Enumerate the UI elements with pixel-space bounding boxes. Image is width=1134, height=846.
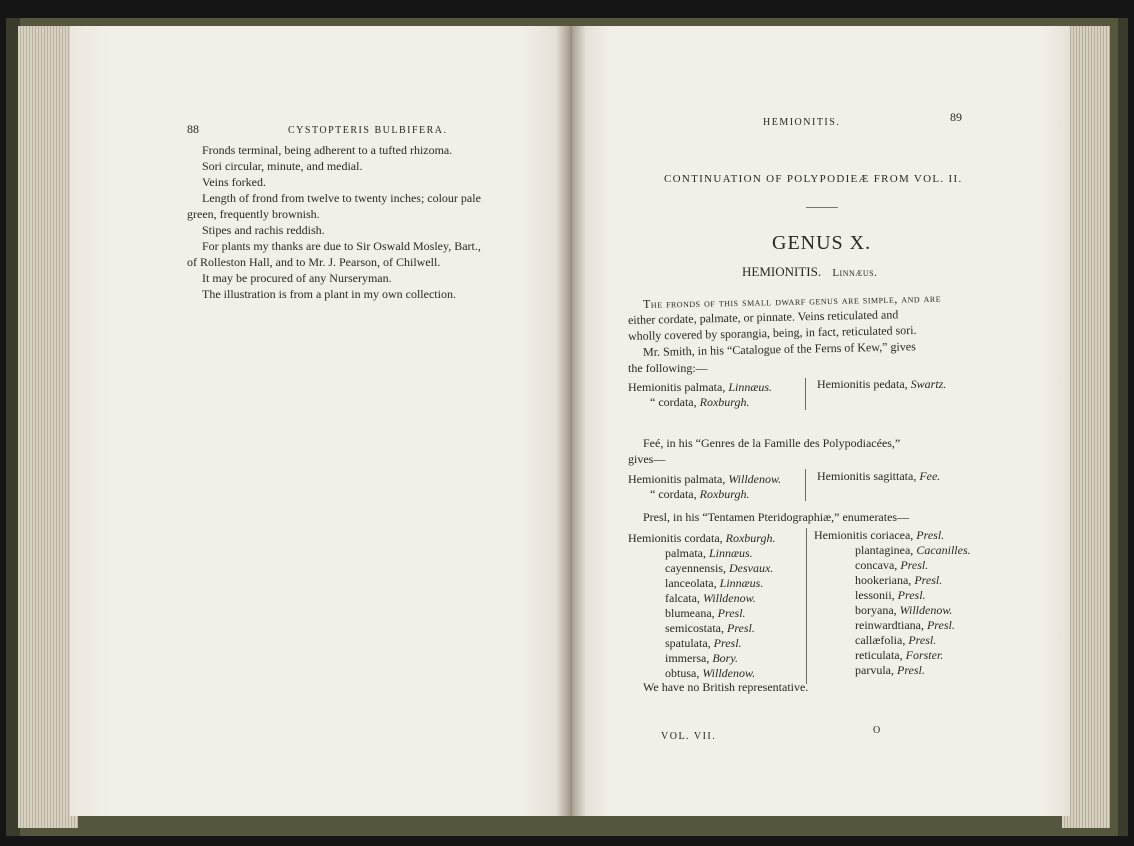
presl-left-9: immersa, Bory. <box>665 651 738 665</box>
smith-right-1: Hemionitis pedata, Swartz. <box>817 377 947 391</box>
genus-author: Linnæus. <box>832 267 878 279</box>
genus-title <box>742 265 877 280</box>
presl-left-4: lanceolata, Linnæus. <box>665 576 764 590</box>
presl-left-8: spatulata, Presl. <box>665 636 742 650</box>
presl-left-7: semicostata, Presl. <box>665 621 755 635</box>
presl-line: Presl, in his “Tentamen Pteridographiæ,” enumerates— <box>643 510 910 524</box>
fee-right-1: Hemionitis sagittata, Fee. <box>817 469 941 483</box>
right-page-number: 89 <box>950 110 962 124</box>
presl-right-8: callæfolia, Presl. <box>855 633 937 647</box>
footer-volume: VOL. VII. <box>661 731 717 742</box>
left-line-10: The illustration is from a plant in my own collection. <box>202 287 456 301</box>
right-running-head: HEMIONITIS. <box>763 117 841 128</box>
genus-heading: GENUS X. <box>772 232 872 254</box>
right-page <box>570 26 1070 816</box>
left-running-head: CYSTOPTERIS BULBIFERA. <box>288 125 448 136</box>
presl-right-10: parvula, Presl. <box>855 663 925 677</box>
genus-name: HEMIONITIS. <box>742 264 822 279</box>
footer-signature: O <box>873 725 881 736</box>
smith-left-1: Hemionitis palmata, Linnæus. <box>628 380 772 394</box>
fee-left-2: “ cordata, Roxburgh. <box>650 487 750 501</box>
presl-right-2: plantaginea, Cacanilles. <box>855 543 971 557</box>
left-line-1: Fronds terminal, being adherent to a tufted rhizoma. <box>202 143 453 157</box>
presl-right-3: concava, Presl. <box>855 558 929 572</box>
presl-left-2: palmata, Linnæus. <box>665 546 753 560</box>
left-page-number: 88 <box>187 122 199 136</box>
fee-left-1: Hemionitis palmata, Willdenow. <box>628 472 782 486</box>
section-rule <box>806 207 838 208</box>
intro-line-3: wholly covered by sporangia, being, in fact, reticulated sori. <box>627 322 917 343</box>
left-line-8: of Rolleston Hall, and to Mr. J. Pearson, of Chilwell. <box>187 255 441 269</box>
presl-left-5: falcata, Willdenow. <box>665 591 756 605</box>
fee-divider <box>805 469 806 501</box>
continuation-heading: CONTINUATION OF POLYPODIEÆ FROM VOL. II. <box>664 173 963 185</box>
left-line-7: For plants my thanks are due to Sir Oswald Mosley, Bart., <box>202 239 481 253</box>
left-line-5: green, frequently brownish. <box>187 207 320 221</box>
left-page <box>70 26 570 816</box>
smith-left-2: “ cordata, Roxburgh. <box>650 395 750 409</box>
presl-left-10: obtusa, Willdenow. <box>665 666 756 680</box>
left-line-9: It may be procured of any Nurseryman. <box>202 271 392 285</box>
fee-line-2: gives— <box>628 452 666 466</box>
closing-line: We have no British representative. <box>643 680 809 694</box>
intro-line-5: the following:— <box>628 361 708 375</box>
presl-left-6: blumeana, Presl. <box>665 606 746 620</box>
left-line-6: Stipes and rachis reddish. <box>202 223 325 237</box>
intro-line-4: Mr. Smith, in his “Catalogue of the Ferns of Kew,” gives <box>642 339 916 359</box>
presl-right-1: Hemionitis coriacea, Presl. <box>814 528 945 542</box>
intro-line-1: The fronds of this small dwarf genus are simple, and are <box>642 290 942 311</box>
presl-left-1: Hemionitis cordata, Roxburgh. <box>628 531 776 545</box>
presl-right-6: boryana, Willdenow. <box>855 603 953 617</box>
presl-right-4: hookeriana, Presl. <box>855 573 943 587</box>
smith-divider <box>805 378 806 410</box>
fee-line-1: Feé, in his “Genres de la Famille des Polypodiacées,” <box>643 436 901 450</box>
book-gutter <box>556 26 586 816</box>
presl-right-9: reticulata, Forster. <box>855 648 944 662</box>
intro-line-2: either cordate, palmate, or pinnate. Veins reticulated and <box>627 307 899 327</box>
left-line-3: Veins forked. <box>202 175 266 189</box>
presl-right-5: lessonii, Presl. <box>855 588 926 602</box>
left-line-4: Length of frond from twelve to twenty inches; colour pale <box>202 191 481 205</box>
cover-edge-right <box>1118 18 1128 836</box>
presl-right-7: reinwardtiana, Presl. <box>855 618 955 632</box>
left-line-2: Sori circular, minute, and medial. <box>202 159 363 173</box>
presl-left-3: cayennensis, Desvaux. <box>665 561 774 575</box>
page-edges-left <box>18 26 78 828</box>
presl-divider <box>806 528 807 684</box>
